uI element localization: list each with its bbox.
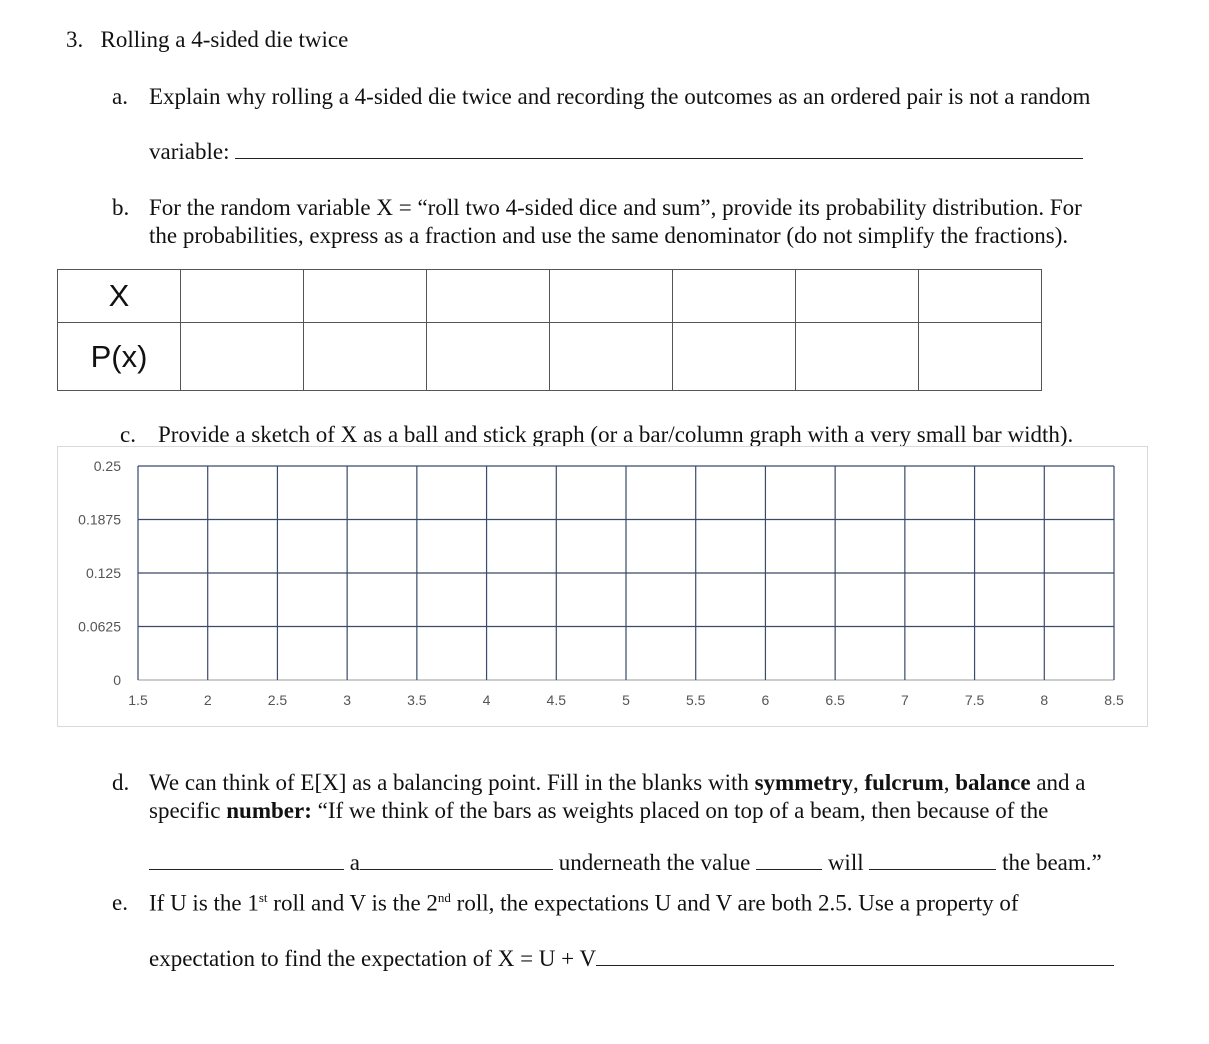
- keyword-symmetry: symmetry: [754, 770, 853, 795]
- table-cell[interactable]: [181, 270, 304, 323]
- superscript-st: st: [258, 890, 268, 905]
- table-cell[interactable]: [796, 323, 919, 391]
- table-cell[interactable]: [550, 270, 673, 323]
- x-tick-label: 5: [622, 692, 630, 708]
- x-tick-label: 5.5: [685, 692, 706, 708]
- part-d-marker: d.: [112, 770, 130, 795]
- word-will: will: [827, 850, 864, 875]
- x-tick-label: 7.5: [964, 692, 985, 708]
- x-tick-label: 6: [761, 692, 770, 708]
- part-e-marker: e.: [112, 890, 128, 915]
- superscript-nd: nd: [437, 890, 451, 905]
- table-cell[interactable]: [427, 323, 550, 391]
- problem-title: Rolling a 4-sided die twice: [100, 27, 349, 52]
- keyword-balance: balance: [955, 770, 1031, 795]
- y-tick-label: 0: [113, 672, 121, 688]
- part-d-text: and a: [1030, 770, 1086, 795]
- separator: ,: [852, 770, 865, 795]
- part-a-label: variable:: [149, 139, 230, 164]
- blank-3[interactable]: [756, 868, 822, 870]
- part-e-text: roll and V is the 2: [267, 890, 438, 916]
- word-the-beam: the beam.”: [1002, 850, 1102, 875]
- part-d-line1: [149, 771, 1086, 794]
- word-underneath: underneath the value: [558, 850, 751, 875]
- table-cell[interactable]: [181, 323, 304, 391]
- chart-frame: [58, 447, 1148, 727]
- part-c-text: Provide a sketch of X as a ball and stick graph (or a bar/column graph with a very small bar width).: [158, 422, 1074, 447]
- part-d-text: specific: [149, 798, 227, 823]
- table-cell[interactable]: [304, 323, 427, 391]
- table-cell[interactable]: [673, 270, 796, 323]
- table-row-x: [58, 270, 1042, 323]
- part-b-line2: the probabilities, express as a fraction and use the same denominator (do not simplify the fractions).: [149, 223, 1069, 248]
- part-e-line1: [149, 891, 1019, 915]
- y-tick-label: 0.25: [93, 458, 121, 474]
- x-tick-label: 2.5: [267, 692, 288, 708]
- x-tick-label: 4.5: [546, 692, 567, 708]
- y-tick-label: 0.125: [85, 565, 121, 581]
- part-b-marker: b.: [112, 195, 130, 220]
- table-cell[interactable]: [919, 270, 1042, 323]
- table-cell[interactable]: [919, 323, 1042, 391]
- table-row-px: [58, 323, 1042, 391]
- table-cell[interactable]: [796, 270, 919, 323]
- problem-number: 3.: [66, 27, 84, 52]
- x-tick-label: 2: [203, 692, 212, 708]
- table-cell[interactable]: [427, 270, 550, 323]
- table-cell[interactable]: [304, 270, 427, 323]
- distribution-table: [57, 269, 1042, 391]
- keyword-number: number:: [226, 798, 312, 823]
- x-tick-label: 3.5: [407, 692, 427, 708]
- part-e-text: If U is the 1: [149, 890, 259, 916]
- blank-4[interactable]: [869, 868, 996, 870]
- part-a-line2: [149, 140, 1083, 163]
- keyword-fulcrum: fulcrum: [864, 770, 944, 795]
- table-header-px: P(x): [58, 323, 181, 391]
- x-tick-label: 6.5: [825, 692, 845, 708]
- x-tick-label: 8.5: [1104, 692, 1124, 708]
- part-a-answer-blank[interactable]: [235, 157, 1083, 159]
- y-tick-label: 0.0625: [78, 618, 121, 635]
- part-d-fill-line: [149, 851, 1102, 874]
- part-a-marker: a.: [112, 84, 128, 109]
- sketch-chart[interactable]: [57, 446, 1149, 728]
- part-d-text: “If we think of the bars as weights placed on top of a beam, then because of the: [311, 798, 1049, 823]
- word-a: a: [349, 850, 360, 875]
- part-a-line1: Explain why rolling a 4-sided die twice and recording the outcomes as an ordered pair is not a random: [149, 84, 1091, 109]
- blank-1[interactable]: [149, 868, 344, 870]
- x-tick-label: 1.5: [128, 692, 148, 708]
- x-tick-label: 4: [482, 692, 491, 708]
- part-d-line2: [149, 799, 1048, 822]
- part-e-text: expectation to find the expectation of X = U + V: [149, 946, 597, 971]
- x-tick-label: 7: [900, 692, 909, 708]
- x-tick-label: 8: [1040, 692, 1049, 708]
- part-d-text: We can think of E[X] as a balancing point. Fill in the blanks with: [149, 770, 755, 795]
- problem-heading: [66, 28, 348, 51]
- table-header-x: X: [58, 270, 181, 323]
- blank-2[interactable]: [360, 868, 553, 870]
- part-b-line1: For the random variable X = “roll two 4-sided dice and sum”, provide its probability distribution. For: [149, 195, 1082, 220]
- part-c-marker: c.: [120, 422, 136, 447]
- part-e-answer-blank[interactable]: [596, 964, 1114, 966]
- separator: ,: [943, 770, 956, 795]
- x-tick-label: 3: [343, 692, 352, 708]
- y-tick-label: 0.1875: [78, 511, 121, 528]
- part-e-line2: [149, 947, 1114, 970]
- table-cell[interactable]: [673, 323, 796, 391]
- table-cell[interactable]: [550, 323, 673, 391]
- part-e-text: roll, the expectations U and V are both 2.5. Use a property of: [450, 890, 1019, 916]
